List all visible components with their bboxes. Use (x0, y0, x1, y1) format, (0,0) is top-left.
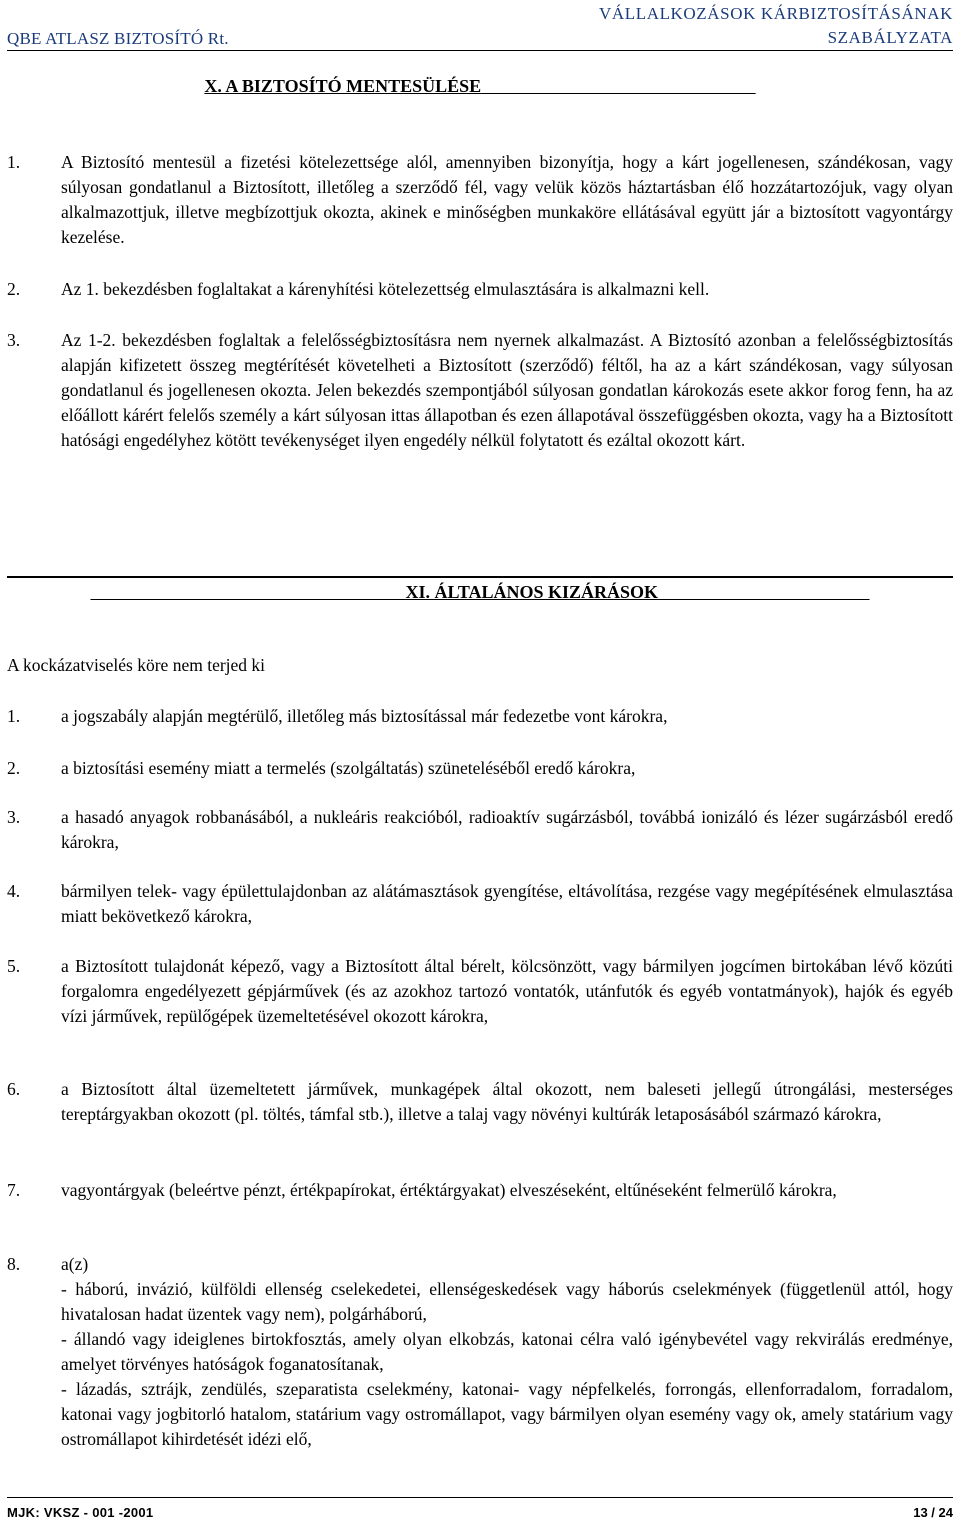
item-number: 3. (7, 807, 21, 827)
footer-divider (7, 1497, 953, 1498)
item-text: Az 1. bekezdésben foglaltakat a kárenyhítési kötelezettség elmulasztására is alkalmazni kell. (61, 279, 710, 299)
item-number: 5. (7, 956, 21, 976)
section-10-item-1 (7, 150, 953, 250)
sub-item: - állandó vagy ideiglenes birtokfosztás, amely olyan elkobzás, katonai célra való igénybevétel vagy rekvirálás eredménye, amelyet törvényes hatóságok foganatosítanak, (61, 1329, 953, 1374)
intro-text: A kockázatviselés köre nem terjed ki (7, 655, 266, 675)
item-text: a Biztosított által üzemeltetett járművek, munkagépek által okozott, nem baleseti jellegű útrongálási, mesterséges tereptárgyakban okozott (pl. töltés, támfal stb.), illetve a talaj vagy növényi kultúrák letaposásából származó károkra, (61, 1079, 953, 1124)
item-number: 6. (7, 1079, 21, 1099)
item-number: 1. (7, 706, 21, 726)
item-number: 1. (7, 152, 21, 172)
item-text: a biztosítási esemény miatt a termelés (szolgáltatás) szüneteléséből eredő károkra, (61, 758, 636, 778)
section-11-item-1 (7, 704, 953, 729)
section-10-title-filler (481, 76, 756, 96)
section-11-title-text: XI. ÁLTALÁNOS KIZÁRÁSOK (405, 582, 659, 602)
company-name: QBE ATLASZ BIZTOSÍTÓ Rt. (7, 29, 229, 48)
item-number: 3. (7, 330, 21, 350)
section-11-item-3 (7, 805, 953, 855)
item-lead: a(z) (61, 1254, 89, 1274)
section-11-item-2 (7, 756, 953, 781)
section-10-title (7, 74, 953, 99)
item-text: a hasadó anyagok robbanásából, a nukleáris reakcióból, radioaktív sugárzásból, továbbá ionizáló és lézer sugárzásból eredő károkra, (61, 807, 953, 852)
section-11-intro (7, 653, 953, 678)
item-number: 8. (7, 1254, 21, 1274)
item-text: a Biztosított tulajdonát képező, vagy a Biztosított által bérelt, kölcsönzött, vagy bármilyen jogcímen birtokában lévő közúti forgalomra engedélyezett gépjárművek (és az azokhoz tartozó vontatók, utánfutók és egyéb vontatmányok), hajók és egyéb vízi járművek, repülőgépek üzemeltetésével okozott károkra, (61, 956, 953, 1026)
item-text: a jogszabály alapján megtérülő, illetőleg más biztosítással már fedezetbe vont károkra, (61, 706, 668, 726)
document-title-line-2: SZABÁLYZATA (827, 28, 953, 47)
section-11-rule (7, 576, 953, 578)
section-11-item-8 (7, 1252, 953, 1452)
section-10-item-2 (7, 277, 953, 302)
item-number: 7. (7, 1180, 21, 1200)
item-number: 4. (7, 881, 21, 901)
sub-item: - lázadás, sztrájk, zendülés, szeparatista cselekmény, katonai- vagy népfelkelés, forrongás, ellenforradalom, forradalom, katonai vagy jogbitorló hatalom, statárium vagy ostromállapot, vagy bármilyen olyan esemény vagy ok, amely statárium vagy ostromállapot kihirdetését idézi elő, (61, 1379, 953, 1449)
section-11-item-7 (7, 1178, 953, 1203)
document-title-line-1: VÁLLALKOZÁSOK KÁRBIZTOSÍTÁSÁNAK (598, 4, 953, 23)
document-title (533, 2, 953, 50)
item-number: 2. (7, 758, 21, 778)
sub-item: - háború, invázió, külföldi ellenség cselekedetei, ellenségeskedések vagy háborús cselekmények (függetlenül attól, hogy hivatalosan hadat üzentek vagy nem), polgárháború, (61, 1279, 953, 1324)
item-number: 2. (7, 279, 21, 299)
item-text: bármilyen telek- vagy épülettulajdonban az alátámasztások gyengítése, eltávolítása, rezgése vagy megépítésének elmulasztása miatt bekövetkező károkra, (61, 881, 953, 926)
item-text: Az 1-2. bekezdésben foglaltak a felelősségbiztosításra nem nyernek alkalmazást. A Biztosító azonban a felelősségbiztosítás alapján kifizetett összeg megtérítését követelheti a Biztosított (szerződő) féltől, ha az a kárt szándékosan, vagy súlyosan gondatlanul és jogellenesen okozta. Jelen bekezdés szempontjából súlyosan gondatlan károkozás esete akkor forog fenn, ha az előállott kárért felelős személy a kárt súlyosan ittas állapotban és ezen állapotával összefüggésben okozta, vagy ha a Biztosított hatósági engedélyhez kötött tevékenységet ilyen engedély nélkül folytatott és ezáltal okozott kárt. (61, 330, 953, 450)
section-11-title-lead (90, 582, 405, 602)
section-11-item-4 (7, 879, 953, 929)
section-11-title (7, 580, 953, 605)
section-11-title-filler (658, 582, 870, 602)
item-text: vagyontárgyak (beleértve pénzt, értékpapírokat, értéktárgyakat) elveszéseként, eltűnéseként felmerülő károkra, (61, 1180, 837, 1200)
section-11-item-5 (7, 954, 953, 1029)
section-11-item-6 (7, 1077, 953, 1127)
section-10-title-text: X. A BIZTOSÍTÓ MENTESÜLÉSE (204, 76, 482, 96)
header-divider (7, 50, 953, 51)
page-number: 13 / 24 (913, 1505, 953, 1520)
item-text: A Biztosító mentesül a fizetési kötelezettsége alól, amennyiben bizonyítja, hogy a kárt jogellenesen, szándékosan, vagy súlyosan gondatlanul a Biztosított, illetőleg a szerződő fél, vagy velük közös háztartásban élő hozzátartozójuk, vagy olyan alkalmazottjuk, illetve megbízottjuk okozta, akinek e minőségben munkaköre ellátásával együtt jár a biztosított vagyontárgy kezelése. (61, 152, 953, 247)
document-code: MJK: VKSZ - 001 -2001 (7, 1505, 154, 1520)
item-text (61, 1252, 953, 1452)
section-10-item-3 (7, 328, 953, 453)
